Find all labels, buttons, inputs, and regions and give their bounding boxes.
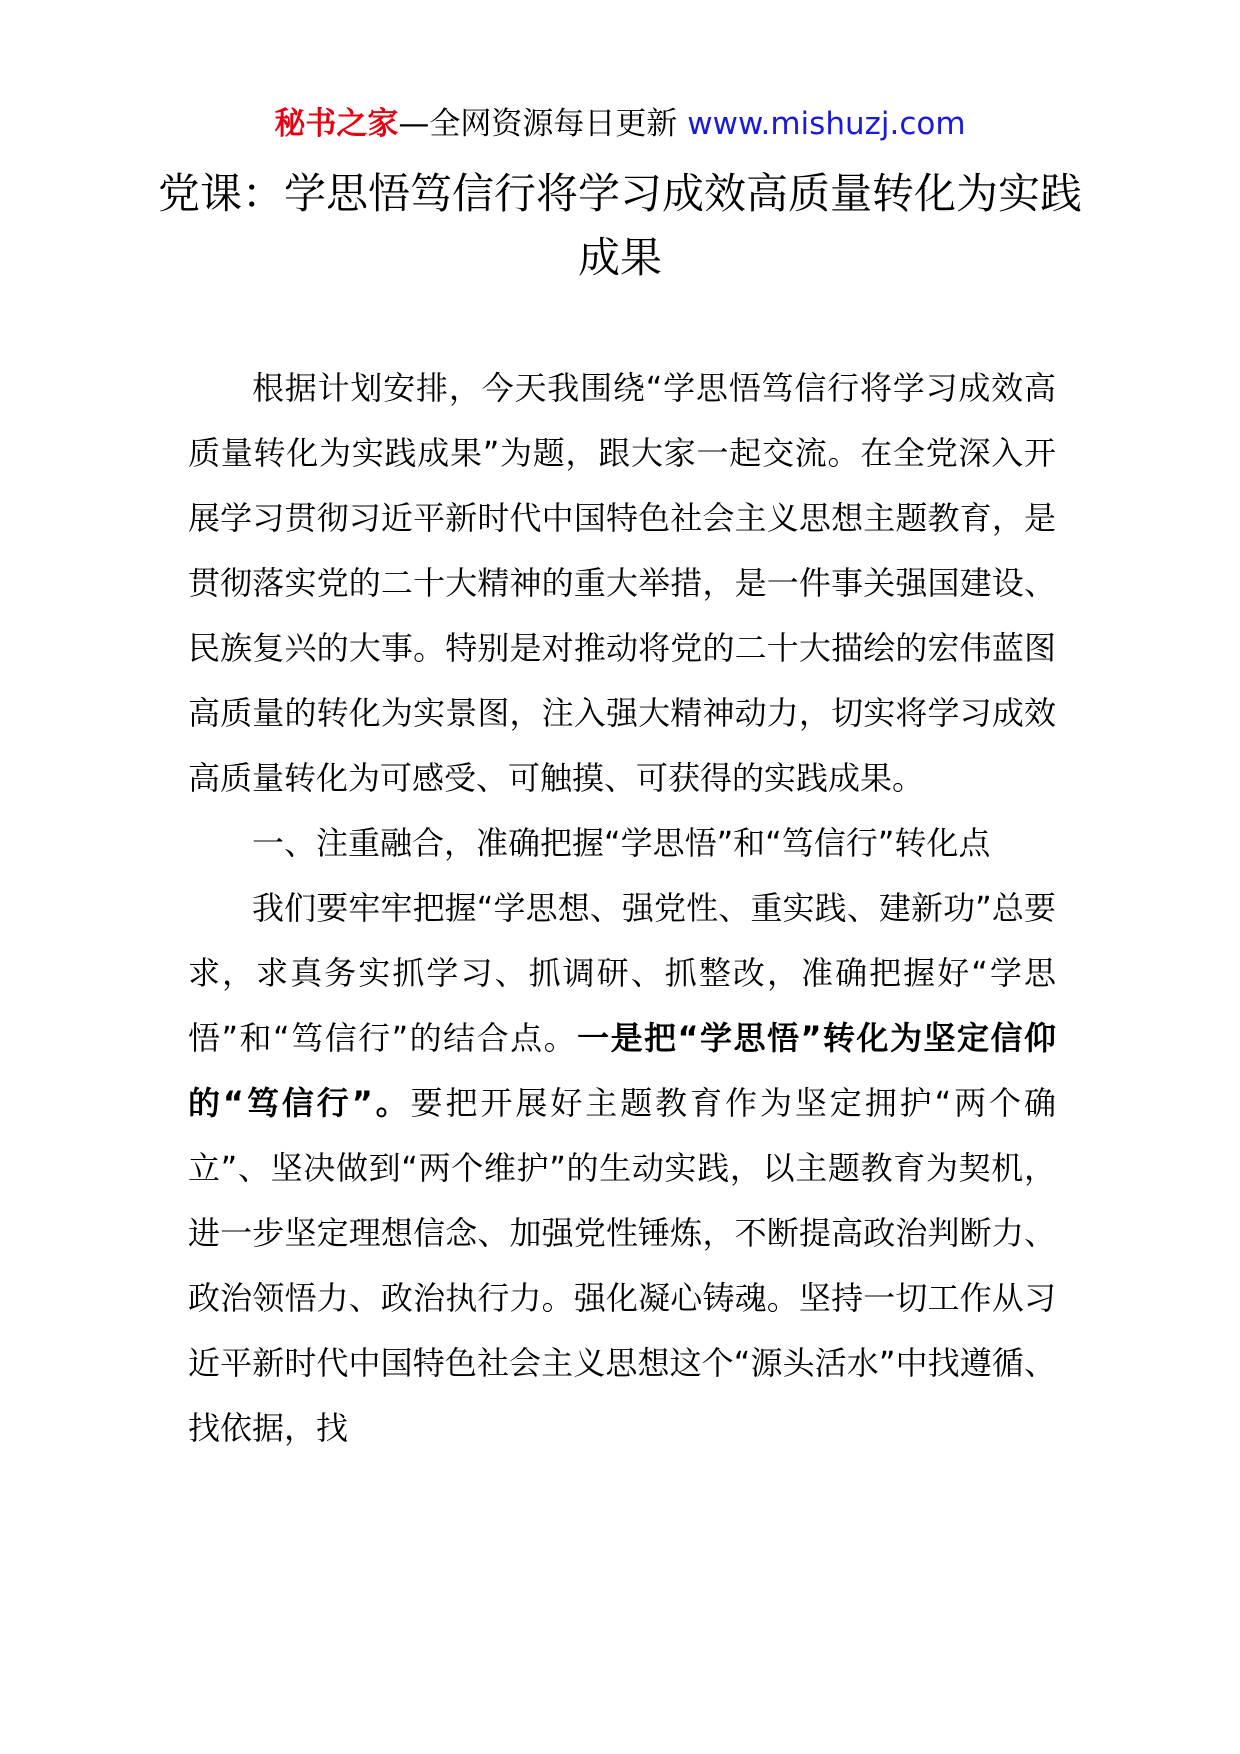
- site-tagline: —全网资源每日更新: [398, 106, 688, 142]
- paragraph-bold-point: 一是把“学思悟”转化为坚定信仰的“笃信行”。: [188, 1019, 1056, 1122]
- paragraph-lead-text: 我们要牢牢把握“学思想、强党性、重实践、建新功”总要求，求真务实抓学习、抓调研、抓整改，准确把握好“学思悟”和“笃信行”的结合点。: [188, 889, 1056, 1057]
- paragraph-intro: 根据计划安排，今天我围绕“学思悟笃信行将学习成效高质量转化为实践成果”为题，跟大家一起交流。在全党深入开展学习贯彻习近平新时代中国特色社会主义思想主题教育，是贯彻落实党的二十大精神的重大举措，是一件事关强国建设、民族复兴的大事。特别是对推动将党的二十大描绘的宏伟蓝图高质量的转化为实景图，注入强大精神动力，切实将学习成效高质量转化为可感受、可触摸、可获得的实践成果。: [188, 369, 1056, 797]
- section-heading-1: 一、注重融合，准确把握“学思悟”和“笃信行”转化点: [252, 824, 991, 862]
- site-header: [0, 102, 1240, 146]
- paragraph-section-1: [188, 876, 1056, 1461]
- document-body: [188, 356, 1056, 1461]
- site-brand: 秘书之家: [274, 106, 399, 142]
- paragraph-rest-text: 要把开展好主题教育作为坚定拥护“两个确立”、坚决做到“两个维护”的生动实践，以主题教育为契机，进一步坚定理想信念、加强党性锤炼，不断提高政治判断力、政治领悟力、政治执行力。强化凝心铸魂。坚持一切工作从习近平新时代中国特色社会主义思想这个“源头活水”中找遵循、找依据，找: [188, 1084, 1056, 1447]
- site-url[interactable]: www.mishuzj.com: [687, 106, 966, 142]
- document-title: 党课：学思悟笃信行将学习成效高质量转化为实践成果: [157, 169, 1082, 282]
